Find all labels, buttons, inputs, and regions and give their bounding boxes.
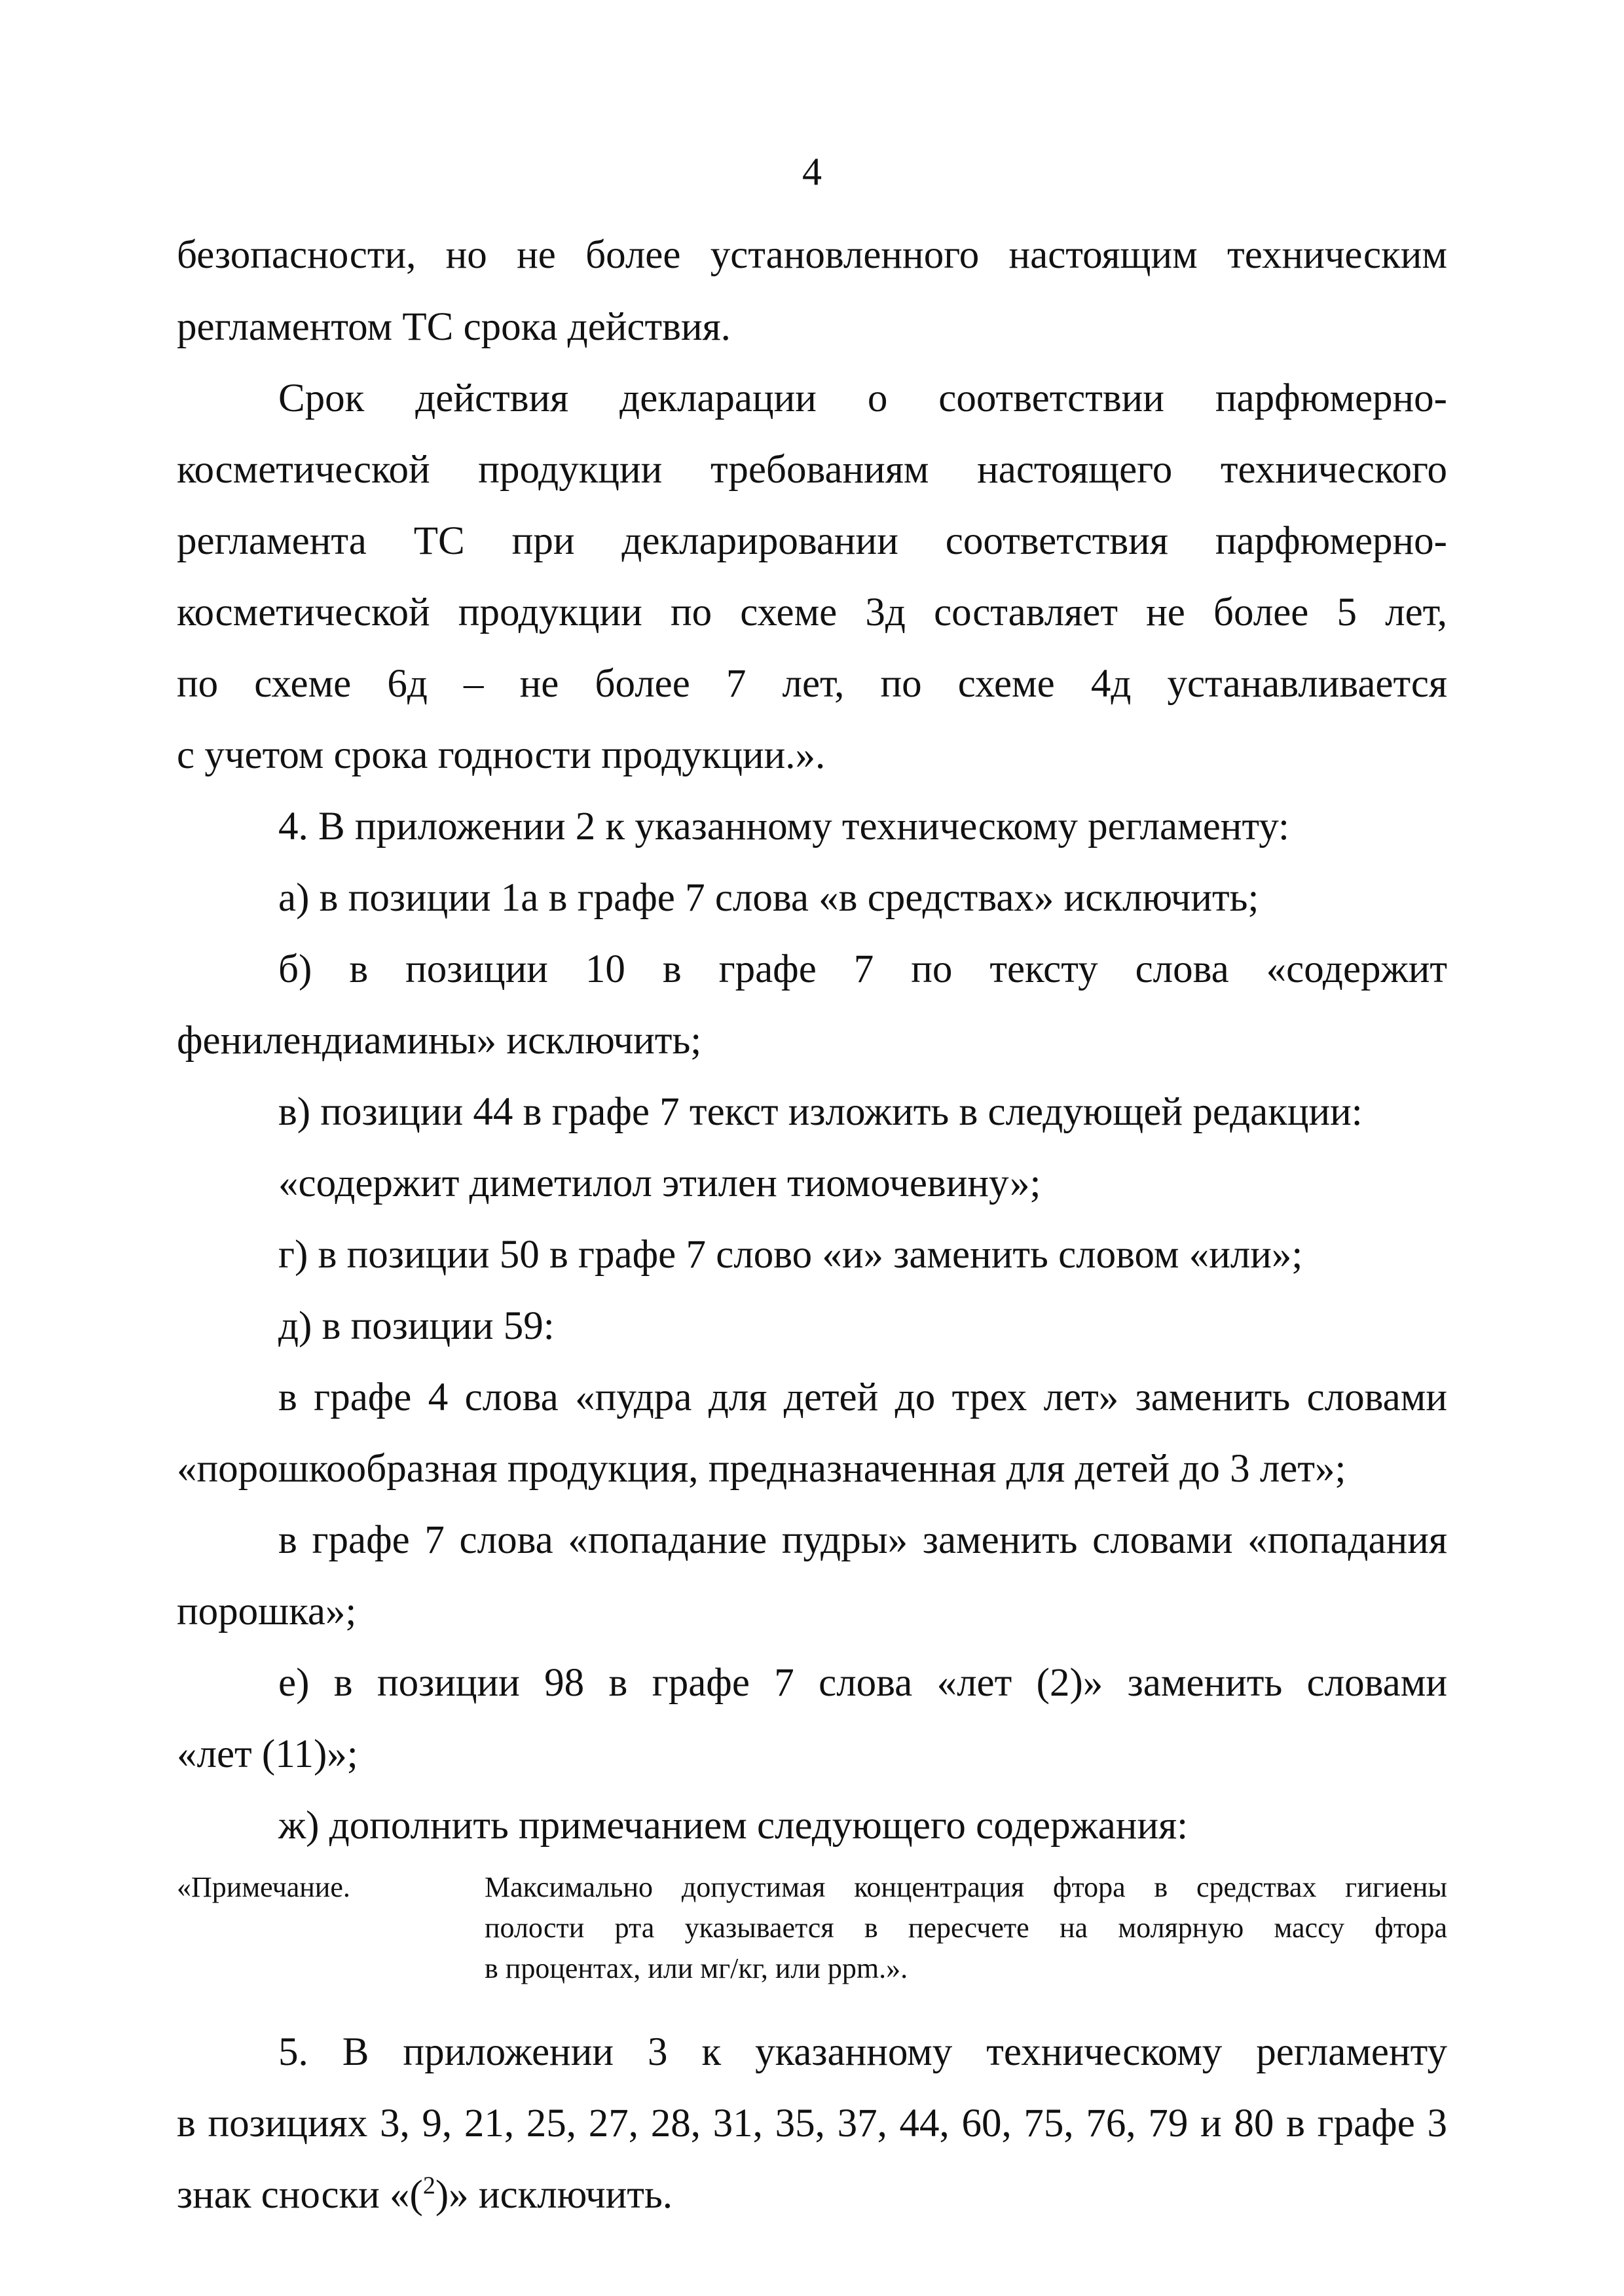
- text-line: по схеме 6д – не более 7 лет, по схеме 4д устанавливается: [177, 662, 1447, 706]
- note-line: Максимально допустимая концентрация фтора в средствах гигиены: [485, 1871, 1447, 1903]
- footnote-mark: 2: [422, 2172, 435, 2200]
- note-text: [485, 1867, 1447, 1989]
- note-line: в процентах, или мг/кг, или ppm.».: [485, 1952, 908, 1984]
- text-line: «лет (11)»;: [177, 1732, 358, 1776]
- text-line: регламента ТС при декларировании соответствия парфюмерно-: [177, 519, 1447, 563]
- text-line: 5. В приложении 3 к указанному техническому регламенту: [278, 2030, 1447, 2074]
- note-block: [177, 1867, 1447, 1998]
- note-label: «Примечание.: [177, 1871, 350, 1903]
- text-line: косметической продукции по схеме 3д составляет не более 5 лет,: [177, 591, 1447, 634]
- text-line: в) позиции 44 в графе 7 текст изложить в следующей редакции:: [278, 1090, 1363, 1134]
- text-line: г) в позиции 50 в графе 7 слово «и» заменить словом «или»;: [278, 1233, 1303, 1277]
- text-line: е) в позиции 98 в графе 7 слова «лет (2)» заменить словами: [278, 1661, 1447, 1705]
- page-number: 4: [802, 150, 822, 193]
- text-line: безопасности, но не более установленного настоящим техническим: [177, 233, 1447, 277]
- text-line: с учетом срока годности продукции.».: [177, 733, 826, 777]
- text-line: д) в позиции 59:: [278, 1304, 555, 1348]
- footnote-text-after: )» исключить.: [435, 2173, 673, 2217]
- text-line: косметической продукции требованиям настоящего технического: [177, 448, 1447, 492]
- text-line: в позициях 3, 9, 21, 25, 27, 28, 31, 35, 37, 44, 60, 75, 76, 79 и 80 в графе 3: [177, 2102, 1447, 2145]
- text-line-footnote: [177, 2159, 1447, 2231]
- text-line: б) в позиции 10 в графе 7 по тексту слова «содержит: [278, 947, 1447, 991]
- text-line: фенилендиамины» исключить;: [177, 1019, 702, 1063]
- text-line: Срок действия декларации о соответствии парфюмерно-: [278, 376, 1447, 420]
- text-line: порошка»;: [177, 1590, 357, 1633]
- text-line: ж) дополнить примечанием следующего содержания:: [278, 1804, 1189, 1848]
- text-line: «порошкообразная продукция, предназначенная для детей до 3 лет»;: [177, 1447, 1346, 1491]
- text-line: регламентом ТС срока действия.: [177, 305, 731, 349]
- note-line: полости рта указывается в пересчете на молярную массу фтора: [485, 1912, 1447, 1944]
- text-line: 4. В приложении 2 к указанному техническому регламенту:: [278, 805, 1289, 848]
- text-line: а) в позиции 1а в графе 7 слова «в средствах» исключить;: [278, 876, 1259, 920]
- footnote-text-before: знак сноски «(: [177, 2173, 423, 2217]
- text-line: в графе 4 слова «пудра для детей до трех лет» заменить словами: [278, 1376, 1447, 1419]
- text-line: «содержит диметилол этилен тиомочевину»;: [278, 1161, 1041, 1205]
- text-line: в графе 7 слова «попадание пудры» заменить словами «попадания: [278, 1518, 1447, 1562]
